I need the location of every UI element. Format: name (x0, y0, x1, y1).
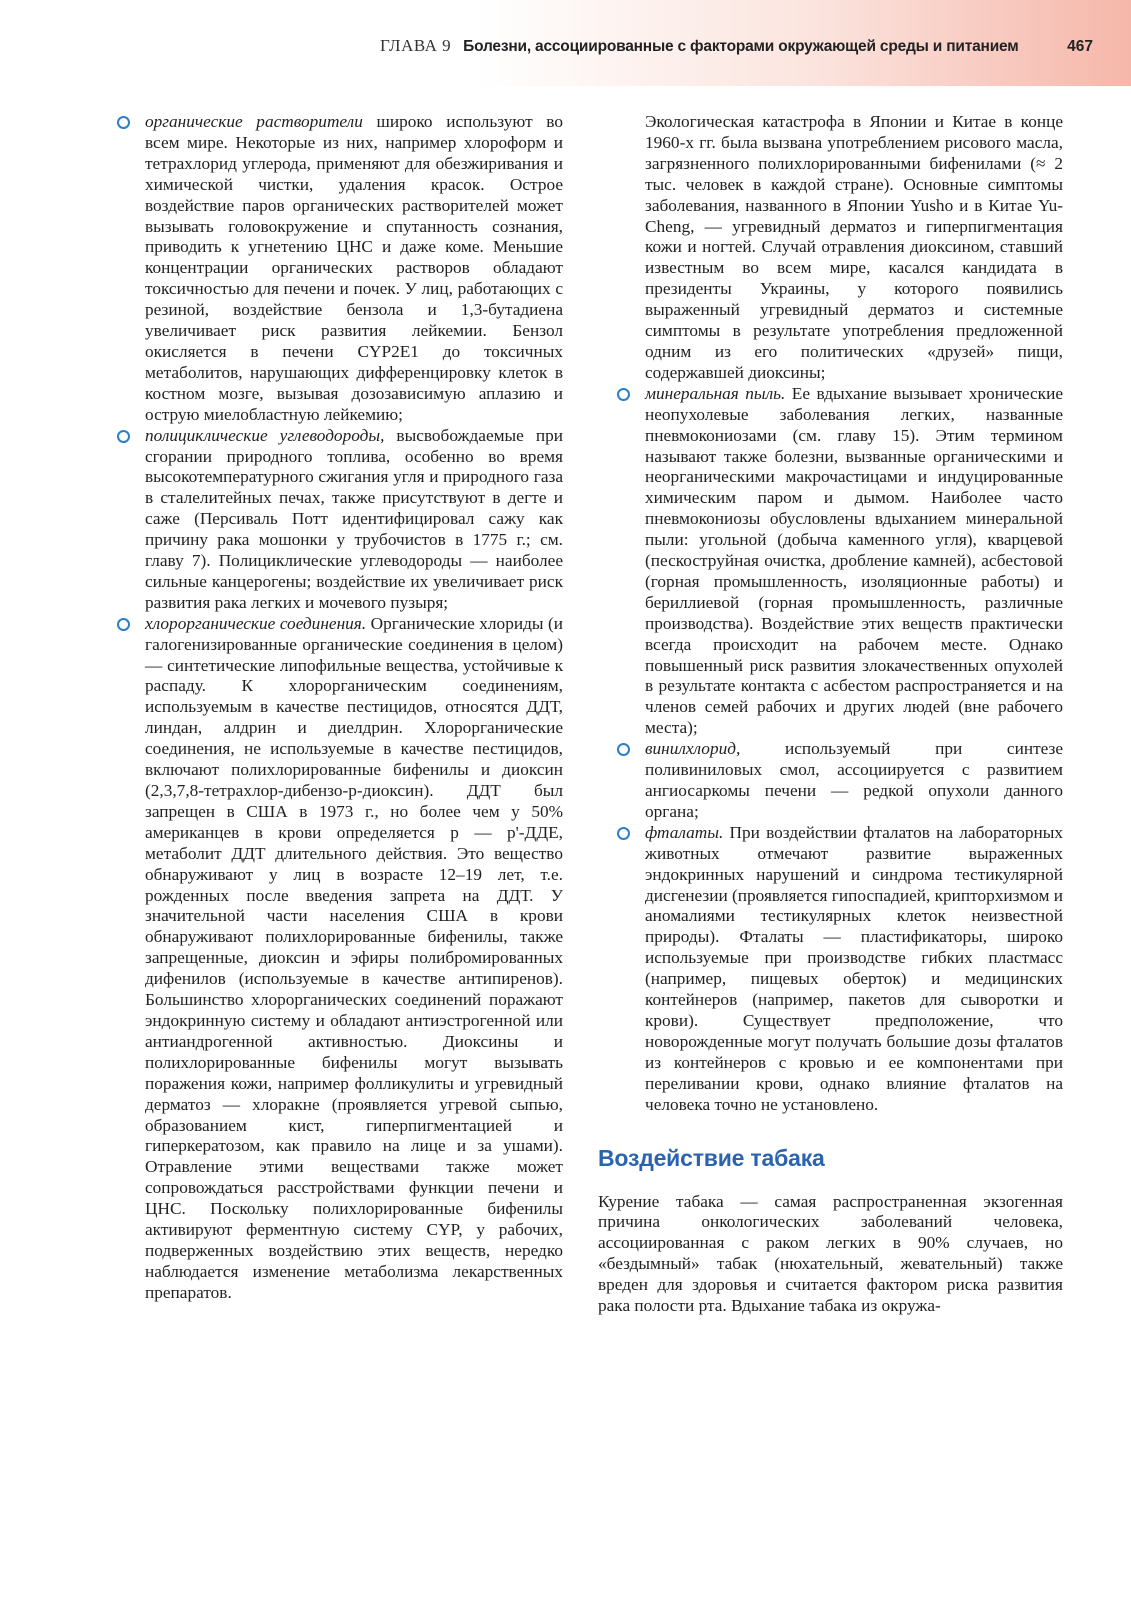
item-text: используемый при синтезе поливиниловых смол, ассоциируется с развитием ангиосаркомы печени — редкой опухоли данного органа; (645, 739, 1063, 821)
list-item (145, 426, 563, 614)
list-item (145, 614, 563, 1304)
item-term: винилхлорид, (645, 739, 741, 759)
section-heading: Воздействие табака (598, 1144, 825, 1171)
section-paragraph: Курение табака — самая распространенная экзогенная причина онкологических заболеваний человека, ассоциированная с раком легких в 90% случаев, но «бездымный» табак (нюхательный, жевательный) также вреден для здоровья и считается фактором риска развития рака полости рта. Вдыхание табака из окружа- (598, 1191, 1063, 1316)
list-item (145, 112, 563, 426)
chapter-title: Болезни, ассоциированные с факторами окружающей среды и питанием (463, 38, 1019, 55)
list-item (645, 823, 1063, 1116)
page-number: 467 (1067, 38, 1093, 55)
bullet-icon (617, 743, 630, 756)
list-item (645, 384, 1063, 739)
bullet-icon (117, 618, 130, 631)
item-text: Ее вдыхание вызывает хронические неопухолевые заболевания легких, названные пневмокониозами (см. главу 15). Этим термином называют также болезни, вызванные органическими и неорганическими макрочастицами и индуцированные химическим паром и дымом. Наиболее часто пневмокониозы обусловлены вдыханием минеральной пыли: угольной (добыча каменного угля), кварцевой (пескоструйная очистка, дробление камней), асбестовой (горная промышленность, изоляционные работы) и бериллиевой (горная промышленность, различные производства). Воздействие этих веществ практически всегда происходит на рабочем месте. Однако повышенный риск развития злокачественных опухолей в результате контакта с асбестом распространяется и на членов семей рабочих и других людей (вне рабочего места); (645, 383, 1063, 738)
item-text: При воздействии фталатов на лабораторных животных отмечают развитие выраженных эндокринных нарушений и синдрома тестикулярной дисгенезии (проявляется гипоспадией, крипторхизмом и аномалиями тестикулярных клеток неизвестной природы). Фталаты — пластификаторы, широко используемые при производстве гибких пластмасс (например, пищевых оберток) и медицинских контейнеров (например, пакетов для сыворотки и крови). Существует предположение, что новорожденные могут получать большие дозы фталатов из контейнеров с кровью и ее компонентами при переливании крови, однако влияние фталатов на человека точно не установлено. (645, 822, 1063, 1114)
left-column (145, 112, 563, 1304)
right-column (598, 112, 1063, 1317)
item-text: Органические хлориды (и галогенизированные органические соединения в целом) — синтетические липофильные вещества, устойчивые к распаду. К хлорорганическим соединениям, используемым в качестве пестицидов, относятся ДДТ, линдан, алдрин и диелдрин. Хлорорганические соединения, не используемые в качестве пестицидов, включают полихлорированные бифенилы и диоксин (2,3,7,8-тетрахлор-дибензо-p-диоксин). ДДТ был запрещен в США в 1973 г., но более чем у 50% американцев в крови определяется p — p'-ДДЕ, метаболит ДДТ длительного действия. Это вещество обнаруживают у лиц в возрасте 12–19 лет, т.е. рожденных после введения запрета на ДДТ. У значительной части населения США в крови обнаруживают полихлорированные бифенилы, также запрещенные, диоксин и эфиры полибромированных дифенилов (используемые в качестве антипиренов). Большинство хлорорганических соединений поражают эндокринную систему и обладают антиэстрогенной или антиандрогенной активностью. Диоксины и полихлорированные бифенилы могут вызывать поражения кожи, например фолликулиты и угревидный дерматоз — хлоракне (проявляется угревой сыпью, образованием кист, гиперпигментацией и гиперкератозом, как правило на лице и за ушами). Отравление этими веществами также может сопровождаться расстройствами функции печени и ЦНС. Поскольку полихлорированные бифенилы активируют ферментную систему CYP, у рабочих, подверженных воздействию этих веществ, нередко наблюдается изменение метаболизма лекарственных препаратов. (145, 613, 563, 1302)
item-term: органические растворители (145, 112, 363, 131)
bullet-icon (617, 388, 630, 401)
bullet-icon (617, 827, 630, 840)
item-text: высвобождаемые при сгорании природного топлива, особенно во время высокотемпературного сжигания угля и природного газа в сталелитейных печах, также присутствуют в дегте и саже (Персиваль Потт идентифицировал сажу как причину рака мошонки у трубочистов в 1775 г.; см. главу 7). Полициклические углеводороды — наиболее сильные канцерогены; воздействие их увеличивает риск развития рака легких и мочевого пузыря; (145, 425, 563, 612)
continuation-paragraph: Экологическая катастрофа в Японии и Китае в конце 1960-х гг. была вызвана употреблением рисового масла, загрязненного полихлорированными бифенилами (≈ 2 тыс. человек в каждой стране). Основные симптомы заболевания, названного в Японии Yusho и в Китае Yu-Cheng, — угревидный дерматоз и гиперпигментация кожи и ногтей. Случай отравления диоксином, ставший известным во всем мире, касался кандидата в президенты Украины, у которого появились выраженный угревидный дерматоз и системные симптомы в результате употребления предложенной одним из его политических «друзей» пищи, содержавшей диоксины; (645, 112, 1063, 382)
item-term: полициклические углеводороды, (145, 425, 385, 445)
item-text: широко используют во всем мире. Некоторые из них, например хлороформ и тетрахлорид углерода, применяют для обезжиривания и химической чистки, удаления красок. Острое воздействие паров органических растворителей может вызывать головокружение и спутанность сознания, приводить к угнетению ЦНС и даже коме. Меньшие концентрации органических растворов обладают токсичностью для печени и почек. У лиц, работающих с резиной, воздействие бензола и 1,3-бутадиена увеличивает риск развития лейкемии. Бензол окисляется в печени CYP2E1 до токсичных метаболитов, нарушающих дифференцировку клеток в костном мозге, вызывая дозозависимую аплазию и острую миелобластную лейкемию; (145, 112, 563, 424)
running-header (380, 36, 1093, 62)
bullet-icon (117, 116, 130, 129)
bullet-icon (117, 430, 130, 443)
list-item (645, 739, 1063, 823)
item-term: фталаты. (645, 822, 724, 842)
chapter-label: ГЛАВА 9 (380, 36, 452, 55)
item-term: минеральная пыль. (645, 383, 786, 403)
item-term: хлорорганические соединения. (145, 613, 367, 633)
